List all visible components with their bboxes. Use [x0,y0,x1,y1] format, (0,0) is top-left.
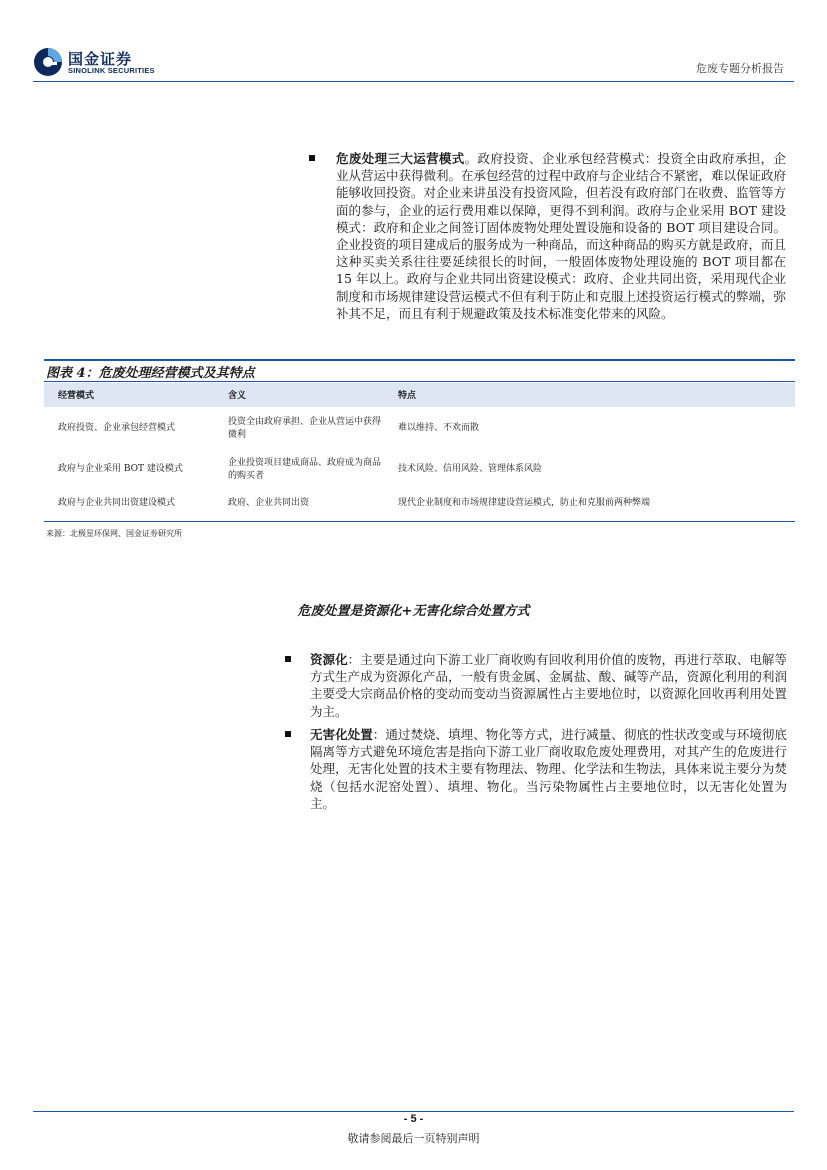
table-cell: 政府与企业共同出资建设模式 [58,498,176,508]
footer-divider [33,1111,794,1112]
section-heading: 危废处置是资源化+无害化综合处置方式 [297,604,530,619]
bullet-square-icon [309,155,315,161]
table-header-row [44,383,795,407]
bullet-bold-lead: 资源化 [310,652,348,667]
figure-top-rule [44,359,795,361]
table-cell: 投资全由政府承担、企业从营运中获得微利 [228,417,382,440]
footer-disclaimer: 敬请参阅最后一页特别声明 [347,1132,480,1145]
table-header-mode: 经营模式 [58,391,95,401]
figure-title-rule [44,381,795,382]
figure-title: 图表 4：危废处理经营模式及其特点 [46,366,255,381]
logo-english-name: SINOLINK SECURITIES [68,66,155,75]
logo-chinese-name: 国金证券 [68,50,133,68]
bullet-square-icon [285,731,291,737]
bullet-body-text: ：通过焚烧、填埋、物化等方式，进行减量、彻底的性状改变或与环境彻底隔离等方式避免环境危害是指向下游工业厂商收取危废处理费用，对其产生的危废进行处理，无害化处置的技术主要有物理法、物理、化学法和生物法，具体来说主要分为焚烧（包括水泥窑处置）、填埋、物化。当污染物属性占主要地位时，以无害化处置为主。 [310,727,787,811]
bullet-square-icon [285,656,291,662]
table-cell: 现代企业制度和市场规律建设营运模式，防止和克服前两种弊端 [398,498,651,508]
bullet-bold-lead: 无害化处置 [310,727,373,742]
table-header-meaning: 含义 [228,391,247,401]
bullet-operating-modes [336,150,786,322]
table-cell: 政府、企业共同出资 [228,498,310,508]
table-bottom-rule [44,521,795,522]
report-title: 危废专题分析报告 [696,62,784,75]
table-cell: 难以维持、不欢而散 [398,423,480,433]
bullet-resource-utilization [310,651,787,720]
table-cell: 政府投资、企业承包经营模式 [58,423,176,433]
bullet-harmless-disposal [310,726,787,812]
bullet-body-text: 。政府投资、企业承包经营模式：投资全由政府承担，企业从营运中获得微利。在承包经营的过程中政府与企业结合不紧密，难以保证政府能够收回投资。对企业来讲虽没有投资风险，但若没有政府部门在收费、监管等方面的参与，企业的运行费用难以保障，更得不到利润。政府与企业采用 BOT 建设模式：政府和企业之间签订固体废物处理处置设施和设备的 BOT 项目建设合同。企业投资的项目建成后的服务成为一种商品，而这种商品的购买方就是政府，而且这种买卖关系往往要延续很长的时间，一般固体废物处理设施的 BOT 项目都在 15 年以上。政府与企业共同出资建设模式：政府、企业共同出资，采用现代企业制度和市场规律建设营运模式不但有利于防止和克服上述投资运行模式的弊端，弥补其不足，而且有利于规避政策及技术标准变化带来的风险。 [336,151,787,321]
figure-source: 来源：北极星环保网、国金证券研究所 [46,529,182,538]
sinolink-logo-icon [33,47,63,77]
table-cell: 政府与企业采用 BOT 建设模式 [58,464,183,474]
table-cell: 企业投资项目建成商品、政府成为商品的购买者 [228,458,382,481]
page-number: - 5 - [403,1113,424,1125]
table-header-features: 特点 [398,391,417,401]
header-divider [33,81,794,82]
table-cell: 技术风险、信用风险、管理体系风险 [398,464,543,474]
bullet-bold-lead: 危废处理三大运营模式 [336,151,465,166]
bullet-body-text: ：主要是通过向下游工业厂商收购有回收利用价值的废物，再进行萃取、电解等方式生产成为资源化产品，一般有贵金属、金属盐、酸、碱等产品，资源化利用的利润主要受大宗商品价格的变动而变动当资源属性占主要地位时，以资源化回收再利用处置为主。 [310,652,787,719]
